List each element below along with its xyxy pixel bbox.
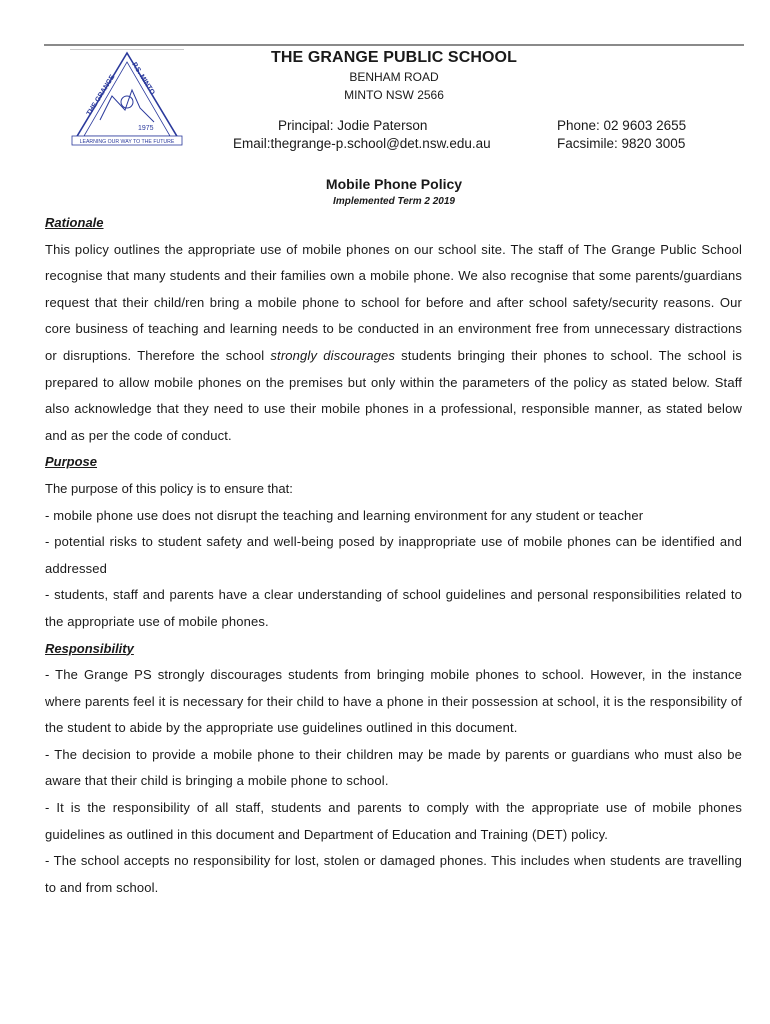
rationale-text-before: This policy outlines the appropriate use of mobile phones on our school site. The staff of The Grange Public School recognise that many students and their families own a mobile phone. We also recognise that some parents/guardians request that their child/ren bring a mobile phone to school for before and after school safety/security reasons. Our core business of teaching and learning needs to be conducted in an environment free from unnecessary distractions or disruptions. Therefore the school bbox=[45, 241, 742, 363]
letterhead-rule bbox=[44, 44, 744, 46]
policy-body bbox=[45, 210, 742, 901]
school-phone: Phone: 02 9603 2655 bbox=[557, 118, 687, 133]
document-subtitle: Implemented Term 2 2019 bbox=[333, 196, 455, 207]
rationale-text-after: students bringing their phones to school. The school is prepared to allow mobile phones on the premises but only within the parameters of the policy as stated below. Staff also acknowledge that they need to use their mobile phones in a professional, responsible manner, as stated below and as per the code of conduct. bbox=[45, 347, 742, 443]
rationale-emphasis: strongly discourages bbox=[270, 347, 396, 363]
principal-name: Principal: Jodie Paterson bbox=[278, 118, 428, 133]
logo-text-right: P.S. MINTO bbox=[130, 61, 156, 97]
purpose-heading: Purpose bbox=[45, 454, 98, 470]
responsibility-item: - The school accepts no responsibility for lost, stolen or damaged phones. This includes when students are travelling to and from school. bbox=[45, 853, 742, 895]
responsibility-item: - The Grange PS strongly discourages students from bringing mobile phones to school. However, in the instance where parents feel it is necessary for their child to have a phone in their possession at school, it is the responsibility of the student to abide by the appropriate use guidelines outlined in this document. bbox=[45, 667, 742, 736]
document-title: Mobile Phone Policy bbox=[325, 176, 463, 192]
school-facsimile: Facsimile: 9820 3005 bbox=[557, 136, 686, 151]
rationale-paragraph bbox=[45, 237, 742, 450]
purpose-intro: The purpose of this policy is to ensure that: bbox=[45, 480, 293, 496]
address-street: BENHAM ROAD bbox=[349, 70, 439, 84]
logo-text-left: THE GRANGE bbox=[85, 73, 117, 118]
school-name: THE GRANGE PUBLIC SCHOOL bbox=[271, 49, 517, 66]
rationale-heading: Rationale bbox=[45, 215, 104, 230]
school-logo bbox=[70, 50, 184, 148]
responsibility-item: - It is the responsibility of all staff, students and parents to comply with the appropriate use of mobile phones guidelines as outlined in this document and Department of Education and Training (DET) policy. bbox=[45, 800, 742, 842]
logo-banner: LEARNING OUR WAY TO THE FUTURE bbox=[79, 139, 175, 145]
purpose-item: - students, staff and parents have a clear understanding of school guidelines and personal responsibilities related to the appropriate use of mobile phones. bbox=[45, 587, 742, 629]
responsibility-heading: Responsibility bbox=[45, 640, 134, 656]
responsibility-item: - The decision to provide a mobile phone to their children may be made by parents or guardians who must also be aware that their child is bringing a mobile phone to school. bbox=[45, 746, 742, 789]
logo-year: 1975 bbox=[138, 125, 154, 132]
purpose-item: - potential risks to student safety and well-being posed by inappropriate use of mobile phones can be identified and addressed bbox=[45, 534, 742, 576]
purpose-item: - mobile phone use does not disrupt the teaching and learning environment for any student or teacher bbox=[45, 507, 644, 523]
school-email: Email:thegrange-p.school@det.nsw.edu.au bbox=[233, 136, 491, 151]
address-suburb: MINTO NSW 2566 bbox=[344, 88, 444, 102]
